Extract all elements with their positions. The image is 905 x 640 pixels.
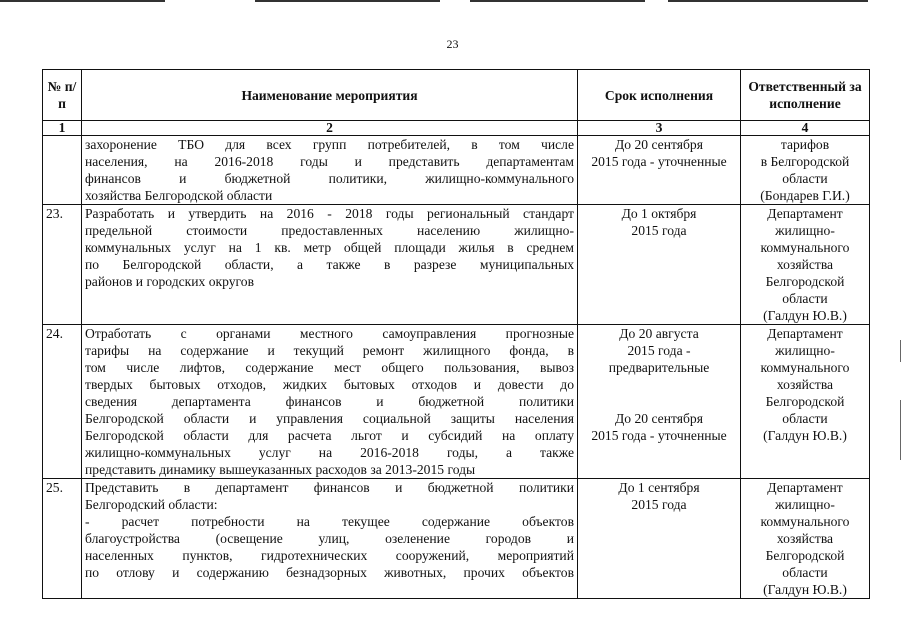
resp-line: коммунального — [760, 514, 850, 529]
top-rule — [470, 0, 645, 2]
desc-line: по Белгородской области, а также в разрезе муниципальных — [85, 257, 574, 272]
term-line: 2015 года - уточненные — [591, 154, 727, 169]
table-row — [43, 205, 870, 325]
scan-edge-mark — [900, 400, 901, 460]
resp-line: хозяйства — [776, 531, 834, 546]
resp-line: жилищно- — [775, 343, 835, 358]
resp-line: тарифов — [780, 137, 830, 152]
resp-line: Белгородской области — [765, 394, 845, 426]
row-responsible — [741, 205, 870, 325]
row-description — [82, 136, 578, 205]
header-number: № п/п — [43, 70, 82, 121]
measures-table — [42, 69, 870, 599]
desc-line: хозяйства Белгородской области — [85, 188, 273, 203]
term-line: 2015 года - — [627, 343, 691, 358]
row-term — [578, 325, 741, 479]
desc-line: по отлову и содержанию безнадзорных животных, прочих объектов — [85, 565, 574, 580]
desc-line: населения, на 2016-2018 годы и представить департаментам — [85, 154, 574, 169]
desc-line: - расчет потребности на текущее содержание объектов — [85, 514, 574, 529]
resp-line: хозяйства — [776, 257, 834, 272]
resp-line: коммунального — [760, 360, 850, 375]
term-line: предварительные — [608, 360, 710, 375]
desc-line: районов и городских округов — [85, 274, 254, 289]
resp-line: Белгородской области — [765, 548, 845, 580]
resp-line: (Галдун Ю.В.) — [763, 308, 847, 323]
term-line: До 20 августа — [619, 326, 699, 341]
resp-line: Департамент — [767, 326, 843, 341]
desc-line: твердых бытовых отходов, жидких бытовых отходов и довести до — [85, 377, 574, 392]
desc-line: Белгородской области и управления социальной защиты населения — [85, 411, 574, 426]
row-number — [43, 136, 82, 205]
desc-line: населенных пунктов, гидротехнических сооружений, мероприятий — [85, 548, 574, 563]
row-description — [82, 205, 578, 325]
term-line: 2015 года — [631, 223, 687, 238]
desc-line: коммунальных услуг на 1 кв. метр общей площади жилья в среднем — [85, 240, 574, 255]
row-number: 23. — [43, 205, 82, 325]
desc-line: Разработать и утвердить на 2016 - 2018 годы региональный стандарт — [85, 206, 574, 221]
term-line: До 1 сентября — [618, 480, 700, 495]
row-responsible — [741, 136, 870, 205]
header-responsible: Ответственный за исполнение — [741, 70, 870, 121]
row-term — [578, 479, 741, 599]
resp-line: (Галдун Ю.В.) — [763, 428, 847, 443]
desc-line: том числе лифтов, содержание мест общего пользования, вывоз — [85, 360, 574, 375]
column-number-row — [43, 121, 870, 136]
desc-line: сведения департамента финансов и бюджетной политики — [85, 394, 574, 409]
term-line: До 20 сентября — [615, 411, 703, 426]
scan-edge-mark — [900, 340, 901, 362]
desc-line: представить динамику вышеуказанных расходов за 2013-2015 годы — [85, 462, 476, 477]
desc-line: тарифы на содержание и текущий ремонт жилищного фонда, в — [85, 343, 574, 358]
desc-line: Белгородской области для расчета льгот и субсидий на оплату — [85, 428, 574, 443]
resp-line: (Бондарев Г.И.) — [760, 188, 850, 203]
row-description — [82, 325, 578, 479]
top-rule — [668, 0, 868, 2]
top-rule — [255, 0, 440, 2]
top-rule — [0, 0, 165, 2]
row-responsible — [741, 325, 870, 479]
resp-line: коммунального — [760, 240, 850, 255]
desc-line: финансов и бюджетной политики, жилищно-коммунального — [85, 171, 574, 186]
column-number: 2 — [82, 121, 578, 136]
header-name: Наименование мероприятия — [82, 70, 578, 121]
resp-line: жилищно- — [775, 223, 835, 238]
row-number: 24. — [43, 325, 82, 479]
row-number: 25. — [43, 479, 82, 599]
column-number: 3 — [578, 121, 741, 136]
row-term — [578, 136, 741, 205]
table-header-row — [43, 70, 870, 121]
column-number: 4 — [741, 121, 870, 136]
resp-line: Департамент — [767, 206, 843, 221]
table-row — [43, 325, 870, 479]
resp-line: хозяйства — [776, 377, 834, 392]
term-line: 2015 года — [631, 497, 687, 512]
desc-line: Белгородский области: — [85, 497, 218, 512]
desc-line: предельной стоимости предоставленных населению жилищно- — [85, 223, 574, 238]
resp-line: (Галдун Ю.В.) — [763, 582, 847, 597]
table-row — [43, 479, 870, 599]
resp-line: жилищно- — [775, 497, 835, 512]
resp-line: Белгородской области — [765, 274, 845, 306]
row-responsible — [741, 479, 870, 599]
term-line: До 1 октября — [621, 206, 697, 221]
desc-line: Отработать с органами местного самоуправления прогнозные — [85, 326, 574, 341]
term-line: 2015 года - уточненные — [591, 428, 727, 443]
desc-line: захоронение ТБО для всех групп потребителей, в том числе — [85, 137, 574, 152]
desc-line: Представить в департамент финансов и бюджетной политики — [85, 480, 574, 495]
term-line: До 20 сентября — [615, 137, 703, 152]
resp-line: области — [782, 171, 828, 186]
page-number: 23 — [446, 37, 459, 51]
desc-line: благоустройства (освещение улиц, озеленение городов и — [85, 531, 574, 546]
column-number: 1 — [43, 121, 82, 136]
table-row — [43, 136, 870, 205]
resp-line: Департамент — [767, 480, 843, 495]
term-spacer — [581, 376, 737, 410]
row-term — [578, 205, 741, 325]
header-term: Срок исполнения — [578, 70, 741, 121]
row-description — [82, 479, 578, 599]
resp-line: в Белгородской — [760, 154, 850, 169]
desc-line: жилищно-коммунальных услуг на 2016-2018 годы, а также — [85, 445, 574, 460]
